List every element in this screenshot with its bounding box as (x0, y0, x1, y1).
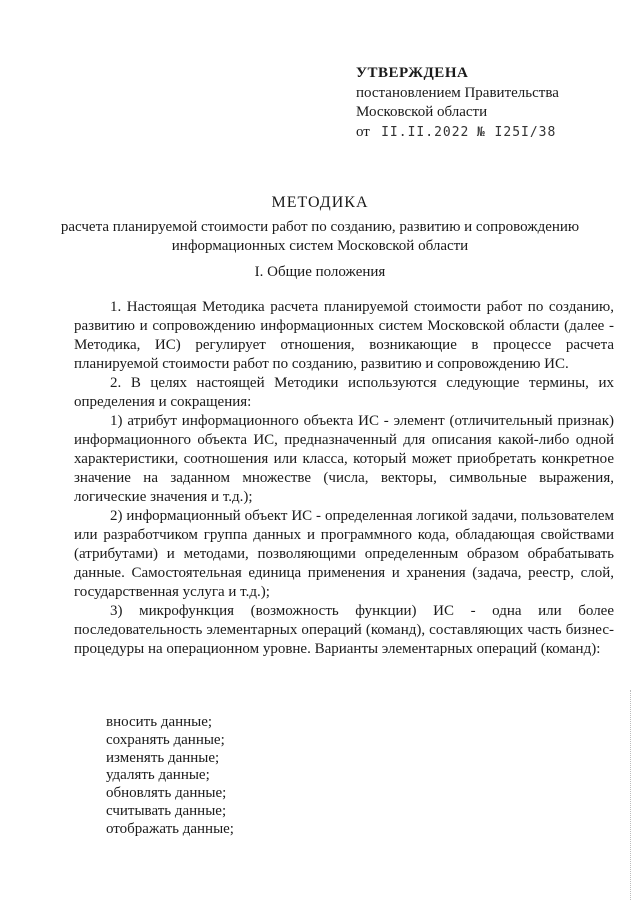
paragraph-2: 2. В целях настоящей Методики используются следующие термины, их определения и сокращения: (74, 375, 614, 410)
list-item: изменять данные; (106, 749, 220, 766)
list-item: удалять данные; (106, 767, 210, 784)
document-subtitle (0, 218, 640, 256)
list-item: сохранять данные; (106, 731, 225, 748)
approval-block (356, 64, 559, 142)
paragraph-definition-2: 2) информационный объект ИС - определенная логикой задачи, пользователем или разработчиком группа данных и программного кода, обладающая свойствами (атрибутами) и методами, позволяющими определенным образом обрабатывать данные. Самостоятельная единица применения и хранения (задача, реестр, слой, государственная услуга и т.д.); (74, 508, 614, 600)
paragraph-definition-1: 1) атрибут информационного объекта ИС - элемент (отличительный признак) информационного объекта ИС, предназначенный для описания какой-либо одной характеристики, соотношения или класса, который может приобретать конкретное значение на заданном множестве (числа, векторы, символьные выражения, логические значения и т.д.); (74, 413, 614, 505)
paragraph-1: 1. Настоящая Методика расчета планируемой стоимости работ по созданию, развитию и сопровождению информационных систем Московской области (далее - Методика, ИС) регулирует отношения, возникающие в процессе расчета планируемой стоимости работ по созданию, развитию и сопровождению ИС. (74, 299, 614, 372)
section-heading: I. Общие положения (254, 264, 386, 280)
approval-title: УТВЕРЖДЕНА (356, 65, 469, 81)
approval-line-2: Московской области (356, 104, 488, 120)
margin-stamp-line (630, 690, 633, 900)
list-item: отображать данные; (106, 820, 234, 837)
body-paragraphs (74, 298, 614, 659)
subtitle-line-2: информационных систем Московской области (171, 238, 469, 254)
date-prefix: от (356, 123, 370, 140)
approval-line-1: постановлением Правительства (356, 84, 559, 101)
approval-date-line (356, 123, 559, 143)
list-item: вносить данные; (106, 714, 213, 730)
document-title: МЕТОДИКА (271, 194, 369, 211)
approval-date: II.II.2022 (381, 124, 470, 140)
list-item: считывать данные; (106, 802, 227, 819)
list-item: обновлять данные; (106, 785, 227, 802)
approval-number: № I25I/38 (476, 124, 557, 140)
operations-list (106, 714, 234, 839)
paragraph-definition-3: 3) микрофункция (возможность функции) ИС - одна или более последовательность элементарных операций (команд), составляющих часть бизнес-процедуры на операционном уровне. Варианты элементарных операций (команд): (74, 603, 614, 657)
subtitle-line-1: расчета планируемой стоимости работ по созданию, развитию и сопровождению (60, 219, 580, 235)
